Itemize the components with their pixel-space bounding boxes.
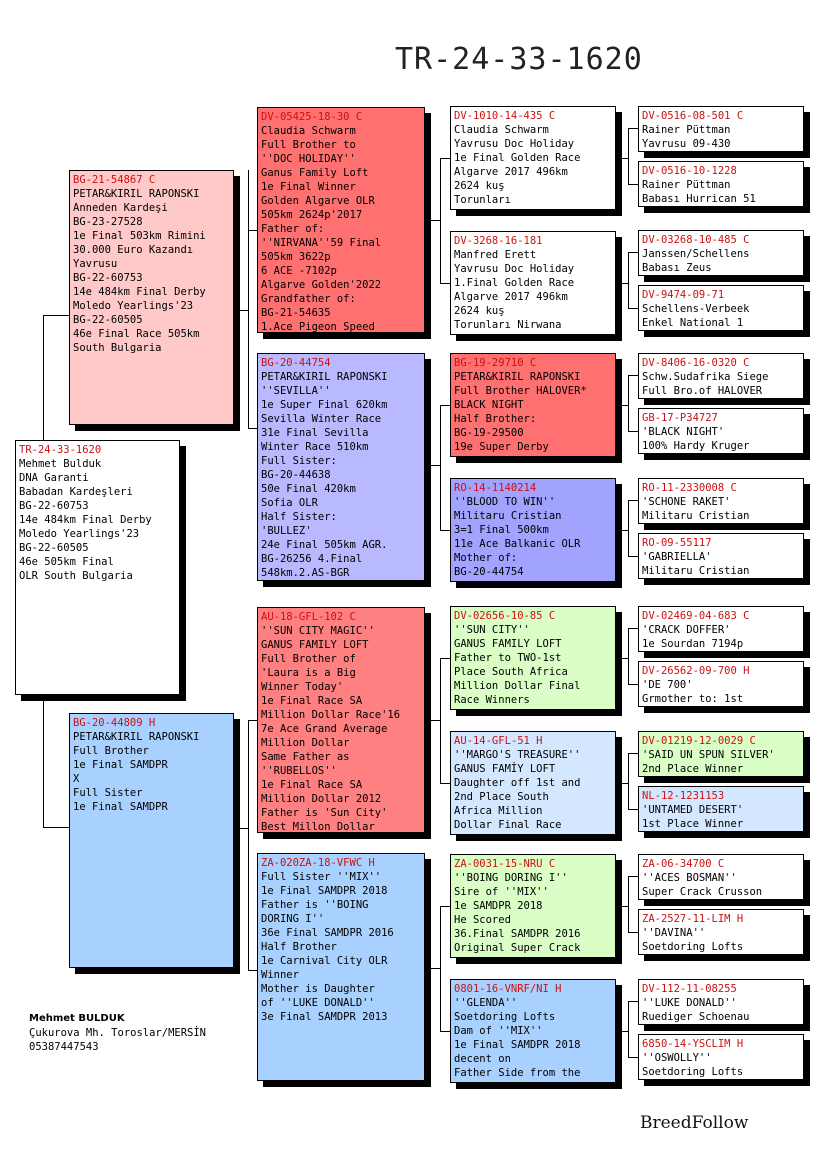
card-line: 7e Ace Grand Average [261,723,388,735]
card-line: OLR South Bulgaria [19,570,133,582]
pedigree-card [638,786,804,832]
owner-info [29,1012,206,1054]
ring-number: AU-18-GFL-102 C [261,611,356,623]
card-line: PETAR&KIRIL RAPONSKI [73,731,200,743]
ring-number: RO-09-55117 [642,537,712,549]
ring-number: TR-24-33-1620 [19,444,102,456]
card-line: ''DOC HOLIDAY'' [261,153,356,165]
connector-line [628,128,629,184]
connector-line [628,809,638,810]
card-line: Yavrusu Doc Holiday [454,263,575,275]
card-line: PETAR&KIRIL RAPONSKI [454,371,581,383]
card-line: Half Brother: [454,413,537,425]
ring-number: RO-11-2330008 C [642,482,737,494]
card-line: Father of: [261,223,325,235]
connector-line [628,431,638,432]
connector-line [628,375,638,376]
card-line: ''MARGO'S TREASURE'' [454,749,581,761]
card-line: Golden Algarve OLR [261,195,375,207]
ring-number: DV-05425-18-30 C [261,111,363,123]
card-line: 1e Final SAMDPR 2018 [261,885,388,897]
card-line: Ruediger Schoenau [642,1011,750,1023]
pedigree-card [450,979,616,1083]
card-line: 1.Final Golden Race [454,277,575,289]
card-line: Million Dollar Race'16 [261,709,401,721]
card-line: 14e 484km Final Derby [73,286,206,298]
card-line: 46e 505km Final [19,556,114,568]
card-line: Winter Race 510km [261,441,369,453]
card-line: 'BULLEZ' [261,525,312,537]
card-line: BG-20-44638 [261,469,331,481]
pedigree-card [638,285,804,331]
ring-number: DV-26562-09-700 H [642,665,750,677]
card-line: Sevilla Winter Race [261,413,382,425]
card-line: 24e Final 505km AGR. [261,539,388,551]
card-line: 30.000 Euro Kazandı [73,244,194,256]
pedigree-card [638,854,804,900]
card-line: PETAR&KIRIL RAPONSKI [73,188,200,200]
connector-line [440,530,450,531]
card-line: Dam of ''MIX'' [454,1025,543,1037]
card-line: Torunları Nirwana [454,319,562,331]
card-line: BG-20-44754 [454,566,524,578]
card-line: Africa Million [454,805,543,817]
card-line: Claudia Schwarm [261,125,356,137]
card-line: Enkel National 1 [642,317,744,329]
pedigree-card [638,1034,804,1080]
card-line: Militaru Cristian [642,510,750,522]
connector-line [620,158,628,159]
ring-number: RO-14-1140214 [454,482,537,494]
card-line: Same Father as [261,751,350,763]
card-line: ''SEVILLA'' [261,385,331,397]
card-line: Grmother to: 1st [642,693,744,705]
card-line: Algarve Golden'2022 [261,279,382,291]
connector-line [628,1057,638,1058]
card-line: Militaru Cristian [642,565,750,577]
ring-number: DV-02469-04-683 C [642,610,750,622]
card-line: 1e Carnival City OLR [261,955,388,967]
connector-line [234,828,248,829]
card-line: 50e Final 420km [261,483,356,495]
pedigree-card [638,533,804,579]
ring-number: DV-9474-09-71 [642,289,725,301]
pedigree-card [638,408,804,454]
card-line: Half Brother [261,941,337,953]
connector-line [248,310,249,428]
connector-line [620,530,628,531]
card-line: Rainer Püttman [642,179,731,191]
card-line: Babası Zeus [642,262,712,274]
connector-line [248,230,257,231]
card-line: 1e SAMDPR 2018 [454,900,543,912]
connector-line [43,315,44,440]
connector-line [628,500,629,556]
card-line: BG-22-60505 [73,314,143,326]
card-line: 1e Final Golden Race [454,152,581,164]
card-line: He Scored [454,914,511,926]
card-line: 6 ACE -7102p [261,265,337,277]
card-line: 548km.2.AS-BGR [261,567,350,579]
connector-line [440,405,450,406]
card-line: Mehmet Bulduk [19,458,102,470]
ring-number: ZA-020ZA-18-VFWC H [261,857,375,869]
card-line: 1e Super Final 620km [261,399,388,411]
card-line: ''ACES BOSMAN'' [642,872,737,884]
card-line: 31e Final Sevilla [261,427,369,439]
connector-line [628,128,638,129]
card-line: 'BLACK NIGHT' [642,426,725,438]
card-line: BG-22-60753 [19,500,89,512]
card-line: Schw.Sudafrika Siege [642,371,769,383]
ring-number: BG-21-54867 C [73,174,156,186]
card-line: 'SAID UN SPUN SILVER' [642,749,775,761]
card-line: Torunları [454,194,511,206]
connector-line [628,375,629,431]
connector-line [440,658,450,659]
connector-line [440,283,450,284]
card-line: Anneden Kardeşi [73,202,168,214]
card-line: Daughter off 1st and [454,777,581,789]
connector-line [620,658,628,659]
card-line: 2nd Place South [454,791,549,803]
connector-line [620,783,628,784]
ring-number: DV-1010-14-435 C [454,110,556,122]
card-line: Race Winners [454,694,530,706]
ring-number: DV-03268-10-485 C [642,234,750,246]
connector-line [440,906,450,907]
card-line: Full Brother of [261,653,356,665]
card-line: ''BOING DORING I'' [454,872,568,884]
pedigree-card [638,230,804,276]
card-line: Rainer Püttman [642,124,731,136]
owner-phone: 05387447543 [29,1041,99,1053]
card-line: Father to TWO-1st [454,652,562,664]
card-line: 3=1 Final 500km [454,524,549,536]
card-line: 1e Final SAMDPR [73,801,168,813]
card-line: Sire of ''MIX'' [454,886,549,898]
card-line: ''DAVINA'' [642,927,706,939]
pedigree-card [638,161,804,207]
connector-line [628,753,638,754]
connector-line [620,1031,628,1032]
connector-line [628,628,629,684]
pedigree-card [450,731,616,835]
pedigree-card [638,731,804,777]
card-line: Janssen/Schellens [642,248,750,260]
card-line: Place South Africa [454,666,568,678]
card-line: Soetdoring Lofts [642,1066,744,1078]
card-line: Soetdoring Lofts [642,941,744,953]
card-line: Super Crack Crusson [642,886,763,898]
card-line: 2624 kuş [454,180,505,192]
pedigree-card [257,607,425,833]
card-line: Babadan Kardeşleri [19,486,133,498]
connector-line [440,158,441,283]
card-line: 14e 484km Final Derby [19,514,152,526]
pedigree-title: TR-24-33-1620 [395,42,643,77]
ring-number: ZA-06-34700 C [642,858,725,870]
ring-number: AU-14-GFL-51 H [454,735,543,747]
card-line: Full Brother [73,745,149,757]
card-line: 1e Final Winner [261,181,356,193]
pedigree-card [257,853,425,1081]
card-line: ''BLOOD TO WIN'' [454,496,556,508]
card-line: Full Sister [73,787,143,799]
pedigree-card [638,606,804,652]
connector-line [620,906,628,907]
card-line: South Bulgaria [73,342,162,354]
connector-line [628,252,629,308]
card-line: Original Super Crack [454,942,581,954]
card-line: Mother of: [454,552,518,564]
connector-line [628,308,638,309]
ring-number: DV-8406-16-0320 C [642,357,750,369]
card-line: Yavrusu [73,258,118,270]
card-line: 1e Final Race SA [261,779,363,791]
pedigree-card [450,231,616,335]
pedigree-card [450,854,616,958]
card-line: Winner [261,969,299,981]
card-line: 1e Final 503km Rimini [73,230,206,242]
connector-line [620,283,628,284]
card-line: Algarve 2017 496km [454,291,568,303]
brand-logo: BreedFollow [640,1113,749,1133]
connector-line [628,684,638,685]
connector-line [248,170,249,310]
connector-line [440,658,441,783]
card-line: BG-22-60753 [73,272,143,284]
card-line: Algarve 2017 496km [454,166,568,178]
pedigree-card [257,353,425,581]
connector-line [248,970,257,971]
pedigree-card [638,661,804,707]
pedigree-card [15,440,180,695]
card-line: Million Dollar Final [454,680,581,692]
connector-line [430,720,440,721]
card-line: Soetdoring Lofts [454,1011,556,1023]
ring-number: BG-20-44809 H [73,717,156,729]
connector-line [43,695,44,828]
card-line: Yavrusu Doc Holiday [454,138,575,150]
card-line: 46e Final Race 505km [73,328,200,340]
ring-number: 0801-16-VNRF/NI H [454,983,562,995]
card-line: ''OSWOLLY'' [642,1052,712,1064]
pedigree-card [450,478,616,582]
connector-line [440,405,441,530]
pedigree-card [450,353,616,457]
card-line: Million Dollar 2012 [261,793,382,805]
ring-number: NL-12-1231153 [642,790,725,802]
card-line: of ''LUKE DONALD'' [261,997,375,1009]
card-line: BLACK NIGHT [454,399,524,411]
card-line: ''SUN CITY MAGIC'' [261,625,375,637]
card-line: 1st Place Winner [642,818,744,830]
card-line: 2nd Place Winner [642,763,744,775]
connector-line [620,405,628,406]
card-line: Million Dollar [261,737,350,749]
card-line: ''NIRVANA''59 Final [261,237,382,249]
card-line: Moledo Yearlings'23 [73,300,194,312]
owner-name: Mehmet BULDUK [29,1013,125,1024]
ring-number: DV-112-11-08255 [642,983,737,995]
ring-number: ZA-2527-11-LIM H [642,913,744,925]
card-line: Winner Today' [261,681,344,693]
connector-line [628,556,638,557]
card-line: Best Millon Dollar [261,821,375,833]
pedigree-card [638,909,804,955]
card-line: ''SUN CITY'' [454,624,530,636]
card-line: 505km 2624p'2017 [261,209,363,221]
card-line: BG-21-54635 [261,307,331,319]
connector-line [430,968,440,969]
card-line: GANUS FAMİY LOFT [454,763,556,775]
card-line: 505km 3622p [261,251,331,263]
ring-number: DV-3268-16-181 [454,235,543,247]
card-line: BG-19-29500 [454,427,524,439]
ring-number: DV-0516-08-501 C [642,110,744,122]
pedigree-card [638,979,804,1025]
connector-line [628,876,629,932]
card-line: 2624 kuş [454,305,505,317]
connector-line [43,315,69,316]
connector-line [628,184,638,185]
card-line: Father is 'Sun City' [261,807,388,819]
connector-line [628,876,638,877]
connector-line [234,310,248,311]
card-line: 36e Final SAMDPR 2016 [261,927,394,939]
card-line: Full Sister ''MIX'' [261,871,382,883]
card-line: Full Brother to [261,139,356,151]
card-line: ''GLENDA'' [454,997,518,1009]
card-line: Full Brother HALOVER* [454,385,587,397]
connector-line [440,158,450,159]
connector-line [440,906,441,1031]
card-line: DNA Garanti [19,472,89,484]
card-line: Babası Hurrican 51 [642,193,756,205]
ring-number: BG-19-29710 C [454,357,537,369]
pedigree-card [450,606,616,710]
connector-line [430,465,440,466]
connector-line [248,720,249,970]
card-line: Mother is Daughter [261,983,375,995]
card-line: Full Bro.of HALOVER [642,385,763,397]
card-line: Claudia Schwarm [454,124,549,136]
card-line: Father Side from the [454,1067,581,1079]
connector-line [628,500,638,501]
card-line: Sofia OLR [261,497,318,509]
ring-number: BG-20-44754 [261,357,331,369]
card-line: ''RUBELLOS'' [261,765,337,777]
card-line: 1.Ace Pigeon Speed [261,321,375,333]
card-line: ''LUKE DONALD'' [642,997,737,1009]
card-line: BG-23-27528 [73,216,143,228]
card-line: 'DE 700' [642,679,693,691]
card-line: 1e Final Race SA [261,695,363,707]
card-line: 19e Super Derby [454,441,549,453]
ring-number: DV-01219-12-0029 C [642,735,756,747]
connector-line [628,1001,629,1057]
card-line: 'GABRIELLA' [642,551,712,563]
pedigree-card [450,106,616,210]
ring-number: GB-17-P34727 [642,412,718,424]
ring-number: DV-0516-10-1228 [642,165,737,177]
connector-line [628,753,629,809]
card-line: 1e Sourdan 7194p [642,638,744,650]
connector-line [248,720,257,721]
card-line: Yavrusu 09-430 [642,138,731,150]
card-line: BG-26256 4.Final [261,553,363,565]
card-line: X [73,773,80,785]
pedigree-card [69,170,234,425]
pedigree-card [638,353,804,399]
ring-number: DV-02656-10-85 C [454,610,556,622]
card-line: 'UNTAMED DESERT' [642,804,744,816]
card-line: Full Sister: [261,455,337,467]
connector-line [248,428,257,429]
card-line: Half Sister: [261,511,337,523]
pedigree-card [638,478,804,524]
connector-line [430,220,440,221]
card-line: Father is ''BOING [261,899,369,911]
connector-line [43,827,69,828]
card-line: GANUS FAMILY LOFT [454,638,562,650]
connector-line [440,783,450,784]
card-line: 3e Final SAMDPR 2013 [261,1011,388,1023]
card-line: 'CRACK DOFFER' [642,624,731,636]
card-line: DORING I'' [261,913,325,925]
card-line: Ganus Family Loft [261,167,369,179]
card-line: 'Laura is a Big [261,667,356,679]
ring-number: 6850-14-YSCLIM H [642,1038,744,1050]
card-line: Schellens-Verbeek [642,303,750,315]
card-line: PETAR&KIRIL RAPONSKI [261,371,388,383]
connector-line [628,252,638,253]
connector-line [628,628,638,629]
card-line: decent on [454,1053,511,1065]
card-line: BG-22-60505 [19,542,89,554]
card-line: 100% Hardy Kruger [642,440,750,452]
pedigree-card [257,107,425,333]
card-line: Militaru Cristian [454,510,562,522]
card-line: Dollar Final Race [454,819,562,831]
card-line: 1e Final SAMDPR [73,759,168,771]
card-line: 36.Final SAMDPR 2016 [454,928,581,940]
owner-address: Çukurova Mh. Toroslar/MERSİN [29,1027,207,1039]
card-line: Manfred Erett [454,249,537,261]
card-line: Grandfather of: [261,293,356,305]
ring-number: ZA-0031-15-NRU C [454,858,556,870]
card-line: 'SCHONE RAKET' [642,496,731,508]
card-line: 1e Final SAMDPR 2018 [454,1039,581,1051]
card-line: Moledo Yearlings'23 [19,528,140,540]
card-line: GANUS FAMILY LOFT [261,639,369,651]
connector-line [628,1001,638,1002]
connector-line [440,1031,450,1032]
pedigree-card [69,713,234,968]
connector-line [628,932,638,933]
card-line: 11e Ace Balkanic OLR [454,538,581,550]
pedigree-card [638,106,804,152]
